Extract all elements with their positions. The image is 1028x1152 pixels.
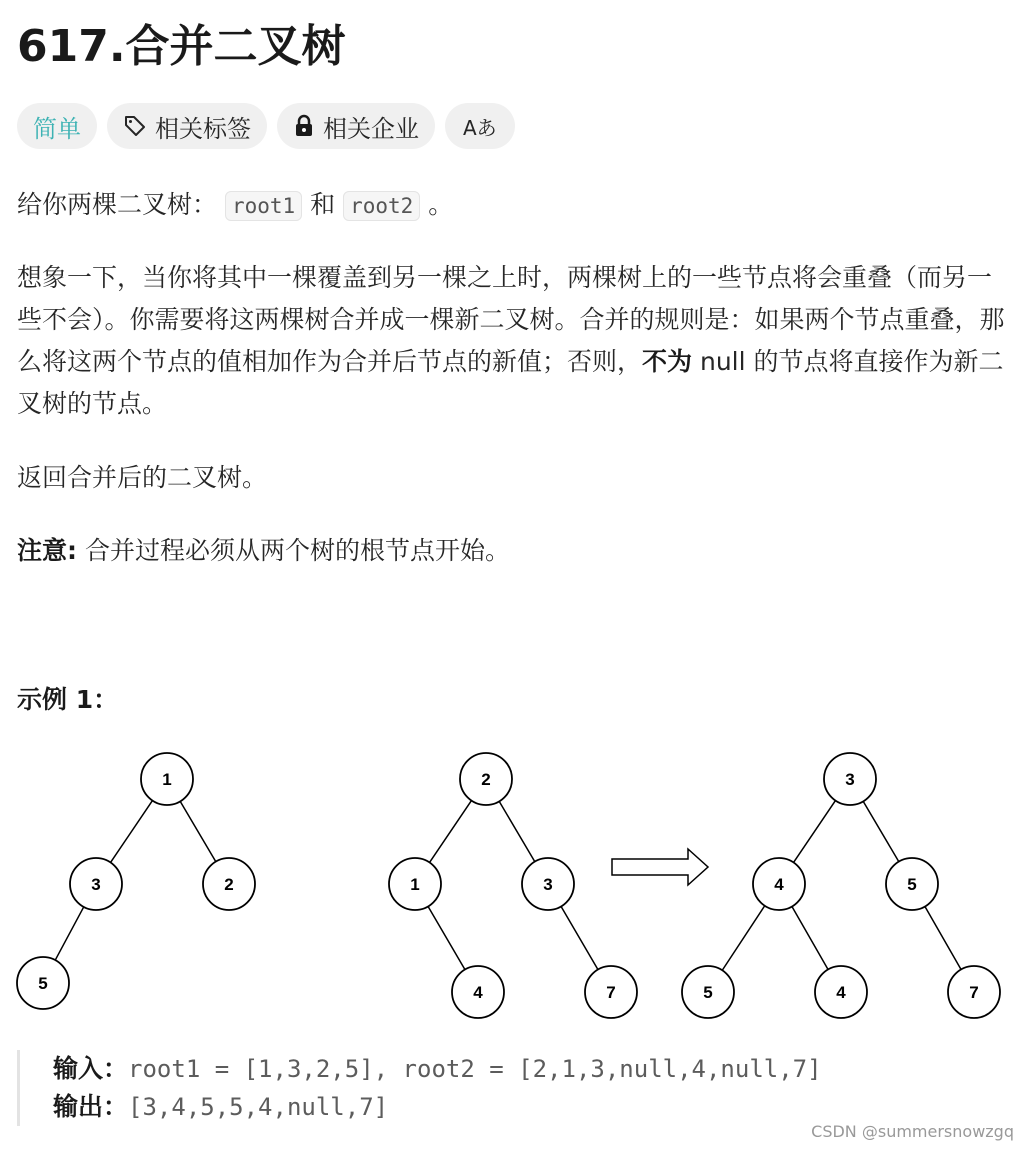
tree1-edge (111, 801, 153, 863)
tree1-edge (180, 801, 216, 861)
example-title (17, 679, 1007, 721)
page-title: 617.合并二叉树 (17, 21, 346, 72)
arrow-right-icon (612, 849, 708, 885)
description-text-end: null 的节点将直接作为新二叉树的节点。 (17, 347, 1004, 418)
tree2-node-label: 4 (473, 983, 483, 1002)
tree3-edge (925, 907, 961, 970)
lock-icon (293, 114, 315, 138)
tree2-node-label: 7 (606, 983, 616, 1002)
tree1-node-label: 1 (162, 770, 172, 789)
description-paragraph (17, 257, 1007, 425)
tree2-edge (428, 906, 465, 969)
description-text: 想象一下，当你将其中一棵覆盖到另一棵之上时，两棵树上的一些节点将会重叠（而另一些不会）。你需要将这两棵树合并成一棵新二叉树。合并的规则是：如果两个节点重叠，那么将这两个节点的值相加作为合并后节点的新值；否则， (17, 263, 1005, 376)
related-companies-label: 相关企业 (323, 114, 419, 143)
tree3-edge (722, 906, 764, 971)
tree2-node-label: 3 (543, 875, 553, 894)
translate-button[interactable] (445, 103, 515, 149)
input-label: 输入： (53, 1054, 129, 1083)
tree2-edge (499, 801, 535, 861)
tree2-node-label: 2 (481, 770, 491, 789)
note-paragraph (17, 530, 1007, 572)
related-companies-button[interactable] (277, 103, 435, 149)
tree3-edge (863, 801, 899, 861)
tree-diagram (0, 740, 1028, 1040)
tree2-node-label: 1 (410, 875, 420, 894)
tag-icon (123, 114, 147, 138)
input-value: root1 = [1,3,2,5], root2 = [2,1,3,null,4,null,7] (128, 1055, 822, 1083)
difficulty-badge[interactable]: 简单 (17, 103, 97, 149)
intro-text: 给你两棵二叉树： (17, 190, 218, 219)
watermark: CSDN @summersnowzgq (811, 1122, 1014, 1141)
intro-and: 和 (310, 190, 336, 219)
code-root1: root1 (225, 191, 302, 221)
related-tags-label: 相关标签 (155, 114, 251, 143)
tree3-node-label: 7 (969, 983, 979, 1002)
tree1-node-label: 5 (38, 974, 48, 993)
intro-paragraph (17, 184, 1007, 227)
code-root2: root2 (343, 191, 420, 221)
tree2-edge (430, 801, 472, 863)
translate-icon: Aあ (463, 115, 497, 140)
note-label: 注意: (17, 536, 77, 565)
note-text: 合并过程必须从两个树的根节点开始。 (77, 536, 510, 565)
tree3-edge (792, 907, 828, 970)
related-tags-button[interactable] (107, 103, 267, 149)
intro-end: 。 (428, 190, 454, 219)
output-value: [3,4,5,5,4,null,7] (128, 1093, 389, 1121)
tree3-node-label: 4 (774, 875, 784, 894)
tree2-edge (561, 906, 598, 969)
return-paragraph: 返回合并后的二叉树。 (17, 463, 268, 492)
tree3-node-label: 3 (845, 770, 855, 789)
tag-row (17, 103, 515, 149)
tree3-node-label: 5 (703, 983, 713, 1002)
tree1-edge (55, 907, 83, 960)
example-output-line (53, 1088, 822, 1126)
tree1-node-label: 2 (224, 875, 234, 894)
example-title-text: 示例 1： (17, 685, 119, 714)
example-input-line (53, 1050, 822, 1088)
description-bold: 不为 (642, 347, 693, 376)
tree3-node-label: 4 (836, 983, 846, 1002)
tree3-edge (794, 801, 836, 863)
example-block (17, 1050, 822, 1126)
tree1-node-label: 3 (91, 875, 101, 894)
tree3-node-label: 5 (907, 875, 917, 894)
output-label: 输出： (53, 1092, 129, 1121)
